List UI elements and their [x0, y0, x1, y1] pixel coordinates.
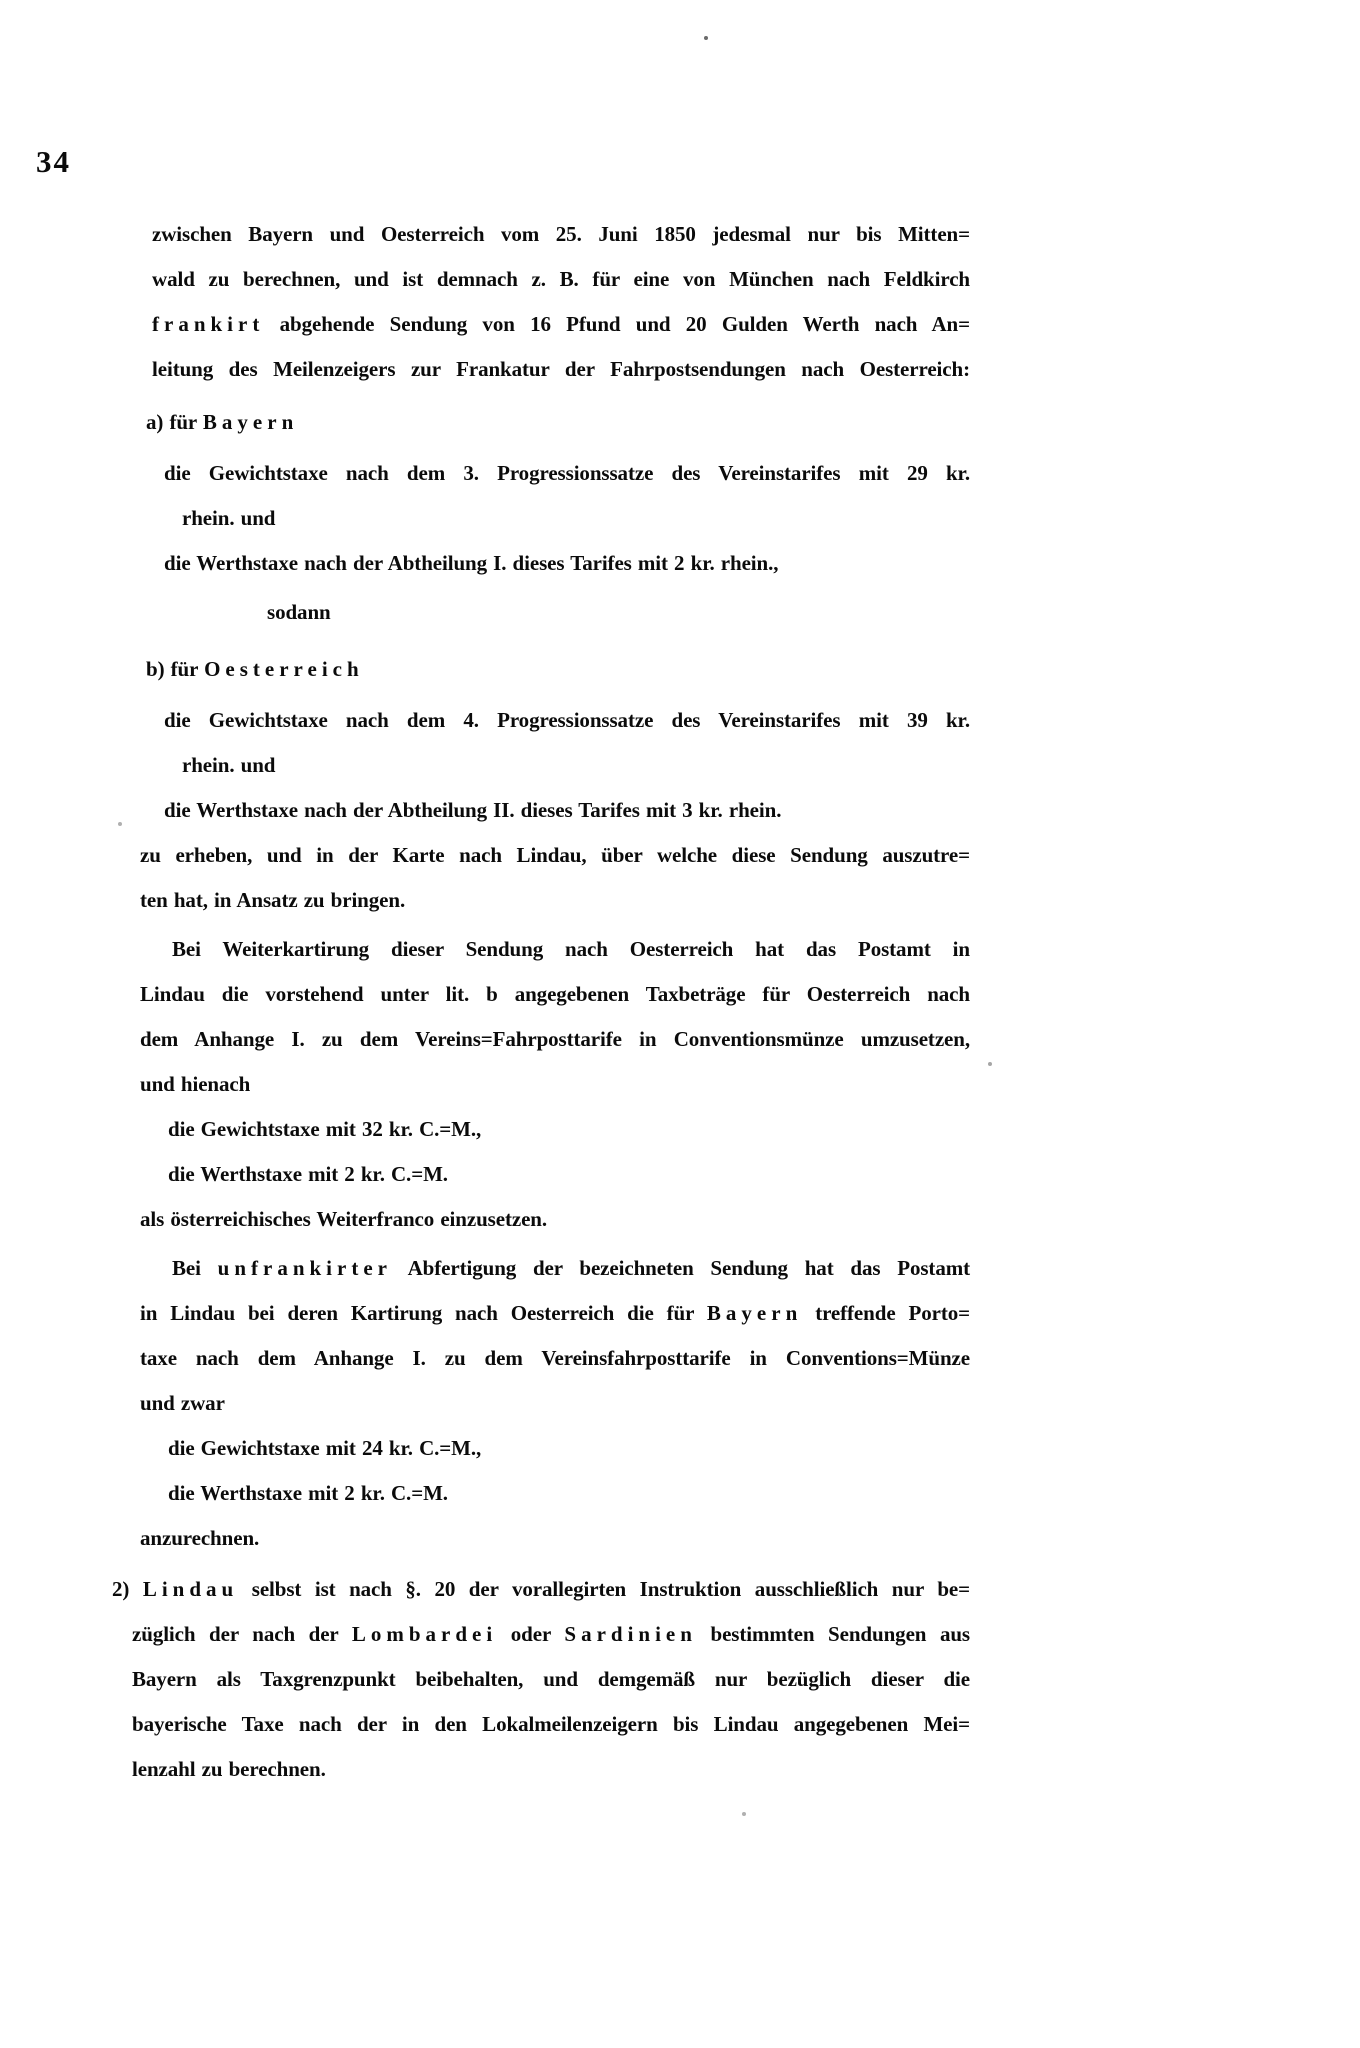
text-segment: rhein. und — [182, 506, 276, 530]
text-segment: Bei — [172, 1256, 218, 1280]
text-segment: die Werthstaxe mit 2 kr. C.=M. — [168, 1481, 448, 1505]
letterspaced-text-segment: frankirt — [152, 312, 265, 336]
text-segment: in Lindau bei deren Kartirung nach Oesterreich die für — [140, 1301, 707, 1325]
text-segment: oder — [497, 1622, 565, 1646]
text-line — [140, 1336, 970, 1381]
text-line — [140, 878, 970, 923]
text-segment: die Werthstaxe nach der Abtheilung I. dieses Tarifes mit 2 kr. rhein., — [164, 551, 779, 575]
text-segment: Bei Weiterkartirung dieser Sendung nach Oesterreich hat das Postamt in — [172, 937, 970, 961]
text-line — [140, 833, 970, 878]
text-segment: anzurechnen. — [140, 1526, 260, 1550]
text-line — [168, 1471, 970, 1516]
text-segment: zwischen Bayern und Oesterreich vom 25. Juni 1850 jedesmal nur bis Mitten= — [152, 222, 970, 246]
text-line — [168, 1426, 970, 1471]
text-line — [140, 1197, 970, 1242]
text-segment: 2) — [112, 1577, 143, 1601]
text-segment: bestimmten Sendungen aus — [696, 1622, 970, 1646]
text-block — [112, 212, 971, 1792]
letterspaced-text-segment: Bayern — [202, 410, 299, 434]
text-segment: sodann — [267, 600, 331, 624]
text-segment: zu erheben, und in der Karte nach Lindau, über welche diese Sendung auszutre= — [140, 843, 970, 867]
text-segment: rhein. und — [182, 753, 276, 777]
text-line — [146, 647, 970, 692]
text-line — [140, 1381, 970, 1426]
text-line — [152, 257, 970, 302]
text-line — [172, 927, 970, 972]
text-line — [152, 302, 970, 347]
text-segment: und hienach — [140, 1072, 251, 1096]
text-segment: lenzahl zu berechnen. — [132, 1757, 326, 1781]
letterspaced-text-segment: Bayern — [706, 1301, 803, 1325]
scan-speck — [742, 1812, 746, 1816]
text-line — [132, 1657, 970, 1702]
text-line — [146, 400, 970, 445]
text-line — [152, 212, 970, 257]
scan-speck — [704, 36, 708, 40]
text-line — [172, 1246, 970, 1291]
text-segment: züglich der nach der — [132, 1622, 352, 1646]
text-segment: als österreichisches Weiterfranco einzusetzen. — [140, 1207, 548, 1231]
text-segment: abgehende Sendung von 16 Pfund und 20 Gulden Werth nach An= — [264, 312, 970, 336]
text-line — [132, 1612, 970, 1657]
text-segment: ten hat, in Ansatz zu bringen. — [140, 888, 406, 912]
text-line — [182, 743, 970, 788]
letterspaced-text-segment: Oesterreich — [204, 657, 364, 681]
text-line — [140, 972, 970, 1017]
text-segment: Bayern als Taxgrenzpunkt beibehalten, und demgemäß nur bezüglich dieser die — [132, 1667, 970, 1691]
text-segment: leitung des Meilenzeigers zur Frankatur der Fahrpostsendungen nach Oesterreich: — [152, 357, 970, 381]
text-segment: die Gewichtstaxe mit 24 kr. C.=M., — [168, 1436, 482, 1460]
text-line — [140, 1516, 970, 1561]
text-segment: dem Anhange I. zu dem Vereins=Fahrposttarife in Conventionsmünze umzusetzen, — [140, 1027, 970, 1051]
text-line — [140, 1291, 970, 1336]
text-segment: selbst ist nach §. 20 der vorallegirten Instruktion ausschließlich nur be= — [238, 1577, 970, 1601]
text-segment: die Gewichtstaxe mit 32 kr. C.=M., — [168, 1117, 482, 1141]
text-segment: bayerische Taxe nach der in den Lokalmeilenzeigern bis Lindau angegebenen Mei= — [132, 1712, 970, 1736]
text-segment: b) für — [146, 657, 205, 681]
text-line — [168, 1152, 970, 1197]
scan-speck — [118, 822, 122, 826]
text-line — [267, 590, 970, 635]
text-line — [164, 541, 970, 586]
text-line — [168, 1107, 970, 1152]
page-number: 34 — [36, 144, 71, 179]
text-segment: a) für — [146, 410, 203, 434]
text-segment: die Werthstaxe nach der Abtheilung II. dieses Tarifes mit 3 kr. rhein. — [164, 798, 782, 822]
letterspaced-text-segment: Lindau — [142, 1577, 239, 1601]
text-line — [164, 451, 970, 496]
text-segment: Lindau die vorstehend unter lit. b angegebenen Taxbeträge für Oesterreich nach — [140, 982, 970, 1006]
scan-speck — [988, 1062, 992, 1066]
text-segment: die Gewichtstaxe nach dem 3. Progressionssatze des Vereinstarifes mit 29 kr. — [164, 461, 970, 485]
text-segment: Abfertigung der bezeichneten Sendung hat das Postamt — [391, 1256, 971, 1280]
text-line — [132, 1747, 970, 1792]
text-line — [164, 788, 970, 833]
text-line — [152, 347, 970, 392]
text-line — [132, 1702, 970, 1747]
text-segment: und zwar — [140, 1391, 225, 1415]
text-line — [164, 698, 970, 743]
letterspaced-text-segment: Sardinien — [564, 1622, 697, 1646]
text-segment: treffende Porto= — [802, 1301, 970, 1325]
text-line — [182, 496, 970, 541]
text-line — [140, 1062, 970, 1107]
text-segment: wald zu berechnen, und ist demnach z. B. für eine von München nach Feldkirch — [152, 267, 970, 291]
letterspaced-text-segment: unfrankirter — [217, 1256, 392, 1280]
text-line — [140, 1017, 970, 1062]
text-segment: die Werthstaxe mit 2 kr. C.=M. — [168, 1162, 448, 1186]
text-segment: taxe nach dem Anhange I. zu dem Vereinsfahrposttarife in Conventions=Münze — [140, 1346, 970, 1370]
letterspaced-text-segment: Lombardei — [351, 1622, 498, 1646]
text-segment: die Gewichtstaxe nach dem 4. Progressionssatze des Vereinstarifes mit 39 kr. — [164, 708, 970, 732]
text-line — [112, 1567, 970, 1612]
